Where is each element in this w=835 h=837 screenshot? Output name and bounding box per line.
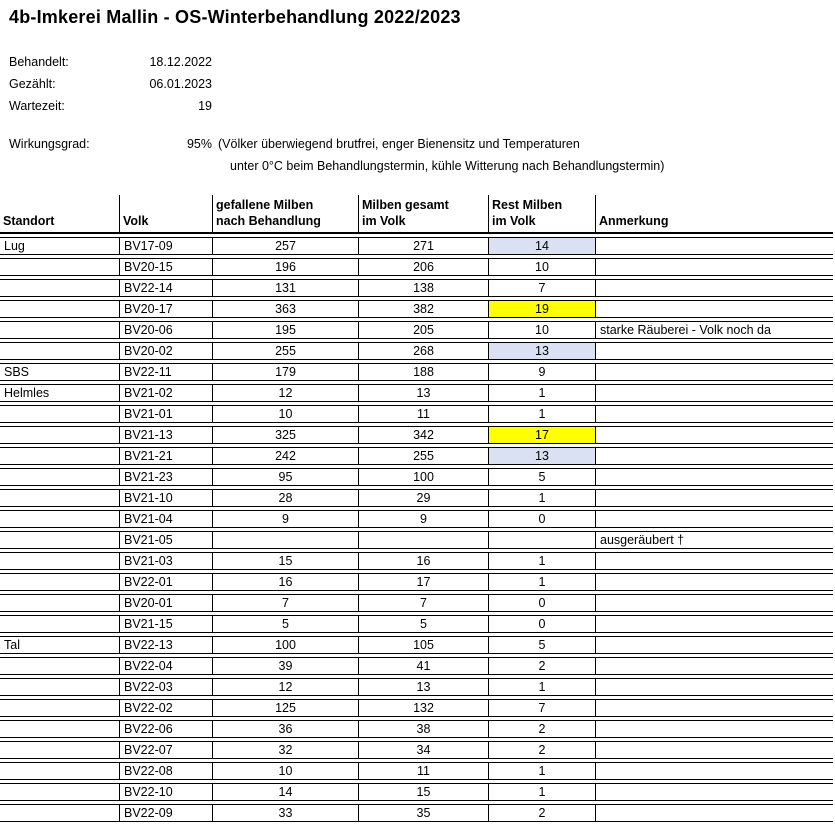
cell-standort (0, 300, 119, 318)
gezaehlt-value: 06.01.2023 (149, 77, 212, 91)
cell-anmerkung (595, 258, 833, 276)
table-row (0, 804, 833, 822)
table-row (0, 699, 833, 717)
cell-gefallene-milben: 255 (212, 342, 358, 360)
column-header-gesamt: Milben gesamt im Volk (358, 195, 488, 234)
cell-anmerkung (595, 447, 833, 465)
milben-table (0, 192, 833, 825)
table-row (0, 342, 833, 360)
cell-gefallene-milben: 7 (212, 594, 358, 612)
cell-standort (0, 279, 119, 297)
cell-anmerkung (595, 783, 833, 801)
cell-gefallene-milben: 125 (212, 699, 358, 717)
behandelt-label: Behandelt: (9, 55, 69, 69)
cell-milben-gesamt: 5 (358, 615, 488, 633)
cell-milben-gesamt: 138 (358, 279, 488, 297)
cell-milben-gesamt: 38 (358, 720, 488, 738)
cell-anmerkung (595, 699, 833, 717)
cell-standort (0, 783, 119, 801)
cell-milben-gesamt: 255 (358, 447, 488, 465)
cell-gefallene-milben: 195 (212, 321, 358, 339)
wirkungsgrad-note-line2: unter 0°C beim Behandlungstermin, kühle Witterung nach Behandlungstermin) (230, 159, 665, 173)
cell-volk: BV20-15 (119, 258, 212, 276)
cell-volk: BV22-10 (119, 783, 212, 801)
cell-gefallene-milben: 12 (212, 384, 358, 402)
cell-rest-milben: 5 (488, 636, 595, 654)
cell-volk: BV21-21 (119, 447, 212, 465)
cell-rest-milben: 13 (488, 447, 595, 465)
cell-gefallene-milben: 95 (212, 468, 358, 486)
cell-volk: BV22-06 (119, 720, 212, 738)
cell-milben-gesamt: 13 (358, 678, 488, 696)
cell-anmerkung (595, 384, 833, 402)
cell-volk: BV22-02 (119, 699, 212, 717)
table-row (0, 636, 833, 654)
cell-anmerkung (595, 741, 833, 759)
wirkungsgrad-note-line1: (Völker überwiegend brutfrei, enger Bienensitz und Temperaturen (218, 137, 580, 151)
cell-rest-milben: 1 (488, 552, 595, 570)
cell-volk: BV22-08 (119, 762, 212, 780)
cell-gefallene-milben: 325 (212, 426, 358, 444)
cell-volk: BV17-09 (119, 237, 212, 255)
cell-anmerkung (595, 468, 833, 486)
table-row (0, 657, 833, 675)
cell-anmerkung: starke Räuberei - Volk noch da (595, 321, 833, 339)
cell-standort (0, 699, 119, 717)
cell-rest-milben: 1 (488, 678, 595, 696)
info-row-wartezeit (9, 95, 835, 117)
cell-volk: BV21-15 (119, 615, 212, 633)
cell-standort (0, 720, 119, 738)
column-header-volk: Volk (119, 195, 212, 234)
cell-standort (0, 552, 119, 570)
cell-volk: BV22-11 (119, 363, 212, 381)
cell-gefallene-milben: 14 (212, 783, 358, 801)
gezaehlt-label: Gezählt: (9, 77, 56, 91)
cell-gefallene-milben: 242 (212, 447, 358, 465)
cell-milben-gesamt: 100 (358, 468, 488, 486)
cell-rest-milben: 14 (488, 237, 595, 255)
cell-rest-milben: 2 (488, 741, 595, 759)
table-row (0, 321, 833, 339)
cell-gefallene-milben: 196 (212, 258, 358, 276)
cell-volk: BV21-13 (119, 426, 212, 444)
cell-milben-gesamt: 105 (358, 636, 488, 654)
cell-gefallene-milben: 100 (212, 636, 358, 654)
cell-standort (0, 531, 119, 549)
table-row (0, 510, 833, 528)
cell-volk: BV22-09 (119, 804, 212, 822)
cell-rest-milben: 13 (488, 342, 595, 360)
cell-milben-gesamt: 271 (358, 237, 488, 255)
cell-standort (0, 657, 119, 675)
cell-rest-milben: 1 (488, 783, 595, 801)
cell-rest-milben: 1 (488, 573, 595, 591)
table-row (0, 426, 833, 444)
info-row-behandelt (9, 51, 835, 73)
cell-milben-gesamt: 11 (358, 762, 488, 780)
cell-anmerkung (595, 804, 833, 822)
table-row (0, 468, 833, 486)
cell-anmerkung (595, 573, 833, 591)
cell-standort (0, 804, 119, 822)
cell-standort (0, 678, 119, 696)
cell-volk: BV20-01 (119, 594, 212, 612)
column-header-anmerkung: Anmerkung (595, 195, 833, 234)
cell-gefallene-milben: 257 (212, 237, 358, 255)
cell-gefallene-milben: 16 (212, 573, 358, 591)
cell-milben-gesamt: 268 (358, 342, 488, 360)
cell-volk: BV21-04 (119, 510, 212, 528)
cell-anmerkung (595, 594, 833, 612)
cell-milben-gesamt: 17 (358, 573, 488, 591)
cell-gefallene-milben: 15 (212, 552, 358, 570)
wirkungsgrad-value: 95% (186, 137, 212, 151)
cell-gefallene-milben (212, 531, 358, 549)
cell-gefallene-milben: 28 (212, 489, 358, 507)
cell-rest-milben: 1 (488, 405, 595, 423)
cell-milben-gesamt: 188 (358, 363, 488, 381)
cell-rest-milben: 7 (488, 279, 595, 297)
cell-volk: BV21-05 (119, 531, 212, 549)
cell-milben-gesamt: 35 (358, 804, 488, 822)
cell-standort: SBS (0, 363, 119, 381)
cell-volk: BV21-01 (119, 405, 212, 423)
cell-rest-milben: 1 (488, 762, 595, 780)
page-title: 4b-Imkerei Mallin - OS-Winterbehandlung 2022/2023 (9, 7, 461, 27)
cell-volk: BV20-02 (119, 342, 212, 360)
wirkungsgrad-label: Wirkungsgrad: (9, 137, 90, 151)
cell-anmerkung (595, 426, 833, 444)
column-header-rest: Rest Milben im Volk (488, 195, 595, 234)
cell-gefallene-milben: 39 (212, 657, 358, 675)
cell-milben-gesamt: 9 (358, 510, 488, 528)
cell-volk: BV21-03 (119, 552, 212, 570)
table-row (0, 573, 833, 591)
cell-volk: BV20-06 (119, 321, 212, 339)
cell-anmerkung (595, 678, 833, 696)
cell-rest-milben: 1 (488, 384, 595, 402)
cell-gefallene-milben: 179 (212, 363, 358, 381)
cell-standort (0, 321, 119, 339)
table-row (0, 531, 833, 549)
wirkungsgrad-row (9, 133, 835, 155)
cell-milben-gesamt: 342 (358, 426, 488, 444)
cell-standort (0, 762, 119, 780)
table-header-row (0, 195, 833, 234)
cell-standort (0, 426, 119, 444)
cell-milben-gesamt: 132 (358, 699, 488, 717)
info-row-gezaehlt (9, 73, 835, 95)
behandelt-value: 18.12.2022 (149, 55, 212, 69)
cell-rest-milben: 2 (488, 657, 595, 675)
cell-milben-gesamt: 206 (358, 258, 488, 276)
table-row (0, 405, 833, 423)
cell-volk: BV21-02 (119, 384, 212, 402)
cell-rest-milben: 7 (488, 699, 595, 717)
table-row (0, 552, 833, 570)
table-row (0, 741, 833, 759)
cell-gefallene-milben: 10 (212, 762, 358, 780)
cell-milben-gesamt: 15 (358, 783, 488, 801)
cell-rest-milben: 2 (488, 720, 595, 738)
cell-volk: BV21-10 (119, 489, 212, 507)
table-row (0, 489, 833, 507)
cell-rest-milben (488, 531, 595, 549)
cell-milben-gesamt: 7 (358, 594, 488, 612)
table-row (0, 783, 833, 801)
table-row (0, 615, 833, 633)
cell-volk: BV22-01 (119, 573, 212, 591)
cell-rest-milben: 0 (488, 510, 595, 528)
cell-standort (0, 447, 119, 465)
cell-milben-gesamt: 16 (358, 552, 488, 570)
cell-rest-milben: 10 (488, 321, 595, 339)
cell-rest-milben: 19 (488, 300, 595, 318)
cell-standort (0, 510, 119, 528)
table-row (0, 594, 833, 612)
cell-volk: BV20-17 (119, 300, 212, 318)
cell-gefallene-milben: 33 (212, 804, 358, 822)
cell-gefallene-milben: 9 (212, 510, 358, 528)
cell-milben-gesamt: 29 (358, 489, 488, 507)
cell-rest-milben: 17 (488, 426, 595, 444)
cell-standort (0, 258, 119, 276)
cell-anmerkung (595, 636, 833, 654)
cell-anmerkung (595, 510, 833, 528)
cell-gefallene-milben: 10 (212, 405, 358, 423)
cell-gefallene-milben: 36 (212, 720, 358, 738)
table-row (0, 678, 833, 696)
cell-gefallene-milben: 12 (212, 678, 358, 696)
cell-anmerkung (595, 405, 833, 423)
cell-volk: BV21-23 (119, 468, 212, 486)
cell-standort (0, 468, 119, 486)
table-row (0, 762, 833, 780)
cell-volk: BV22-03 (119, 678, 212, 696)
cell-standort: Helmles (0, 384, 119, 402)
cell-standort (0, 405, 119, 423)
cell-gefallene-milben: 363 (212, 300, 358, 318)
cell-standort: Lug (0, 237, 119, 255)
cell-standort (0, 573, 119, 591)
cell-anmerkung: ausgeräubert † (595, 531, 833, 549)
table-row (0, 720, 833, 738)
cell-standort (0, 489, 119, 507)
cell-milben-gesamt: 382 (358, 300, 488, 318)
cell-standort (0, 594, 119, 612)
cell-anmerkung (595, 657, 833, 675)
cell-gefallene-milben: 131 (212, 279, 358, 297)
column-header-gefallen: gefallene Milben nach Behandlung (212, 195, 358, 234)
cell-volk: BV22-14 (119, 279, 212, 297)
table-row (0, 237, 833, 255)
table-row (0, 279, 833, 297)
cell-anmerkung (595, 762, 833, 780)
cell-standort (0, 741, 119, 759)
table-row (0, 363, 833, 381)
cell-milben-gesamt (358, 531, 488, 549)
cell-rest-milben: 2 (488, 804, 595, 822)
cell-anmerkung (595, 279, 833, 297)
wartezeit-value: 19 (198, 99, 212, 113)
treatment-info (9, 51, 835, 117)
cell-rest-milben: 0 (488, 615, 595, 633)
cell-rest-milben: 0 (488, 594, 595, 612)
table-row (0, 384, 833, 402)
cell-milben-gesamt: 41 (358, 657, 488, 675)
cell-rest-milben: 9 (488, 363, 595, 381)
column-header-standort: Standort (0, 195, 119, 234)
cell-rest-milben: 10 (488, 258, 595, 276)
cell-rest-milben: 5 (488, 468, 595, 486)
cell-rest-milben: 1 (488, 489, 595, 507)
wirkungsgrad-block (9, 133, 835, 177)
cell-anmerkung (595, 489, 833, 507)
table-row (0, 300, 833, 318)
wartezeit-label: Wartezeit: (9, 99, 65, 113)
cell-volk: BV22-07 (119, 741, 212, 759)
cell-gefallene-milben: 32 (212, 741, 358, 759)
cell-volk: BV22-13 (119, 636, 212, 654)
cell-gefallene-milben: 5 (212, 615, 358, 633)
cell-standort (0, 342, 119, 360)
cell-anmerkung (595, 615, 833, 633)
cell-anmerkung (595, 300, 833, 318)
cell-milben-gesamt: 34 (358, 741, 488, 759)
cell-milben-gesamt: 205 (358, 321, 488, 339)
cell-anmerkung (595, 552, 833, 570)
cell-anmerkung (595, 363, 833, 381)
table-row (0, 258, 833, 276)
cell-milben-gesamt: 11 (358, 405, 488, 423)
cell-anmerkung (595, 237, 833, 255)
cell-milben-gesamt: 13 (358, 384, 488, 402)
cell-standort (0, 615, 119, 633)
cell-anmerkung (595, 720, 833, 738)
cell-anmerkung (595, 342, 833, 360)
cell-volk: BV22-04 (119, 657, 212, 675)
table-row (0, 447, 833, 465)
cell-standort: Tal (0, 636, 119, 654)
